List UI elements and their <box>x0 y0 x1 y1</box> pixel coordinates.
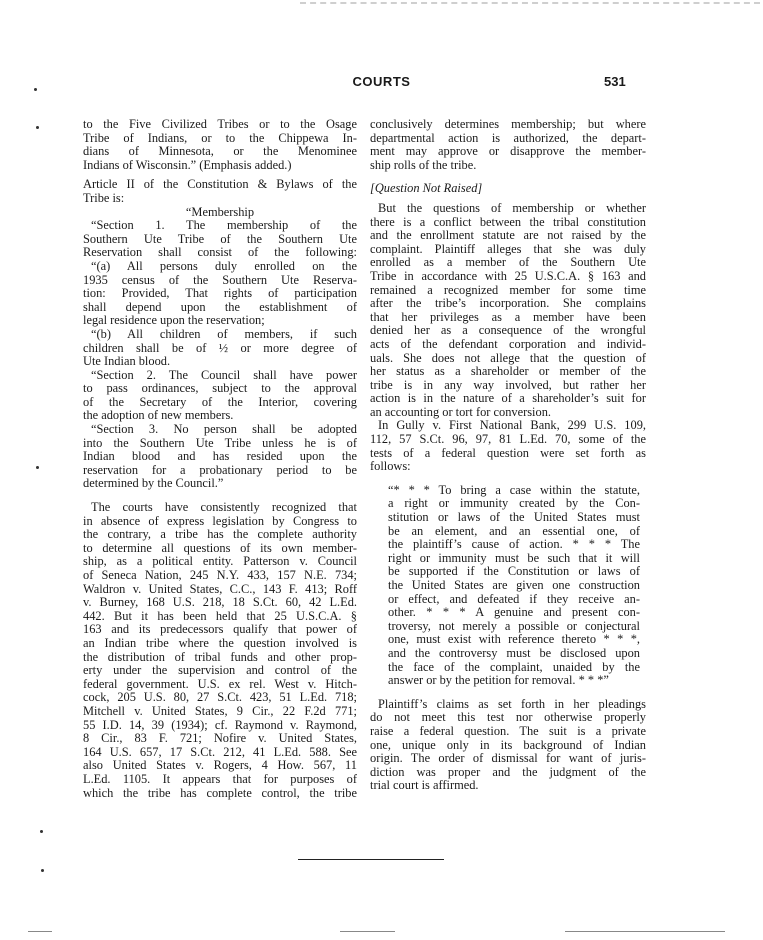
quoted-text-line: right or immunity must be such that it will <box>388 551 640 565</box>
text-line: Ute Indian blood. <box>83 354 171 369</box>
text-line: of the Secretary of the Interior, covering <box>83 395 357 409</box>
text-line: origin. The order of dismissal for want of juris- <box>370 752 646 766</box>
text-line: children shall be of ½ or more degree of <box>83 341 357 355</box>
text-line: L.Ed. 1105. It appears that for purposes of <box>83 772 357 786</box>
text-line: shall depend upon the establishment of <box>83 300 357 314</box>
text-line: “Section 1. The membership of the <box>91 219 357 233</box>
running-header-title: COURTS <box>352 74 411 89</box>
text-line: Southern Ute Tribe of the Southern Ute <box>83 232 357 246</box>
scan-speck <box>36 466 39 469</box>
text-line: do not meet this test nor otherwise properly <box>370 711 646 725</box>
scan-speck <box>36 126 39 129</box>
text-line: in absence of express legislation by Congress to <box>83 514 357 528</box>
text-line: to determine all questions of its own member- <box>83 541 357 555</box>
text-line: In Gully v. First National Bank, 299 U.S. 109, <box>378 419 646 433</box>
paragraph-spacer <box>83 491 357 501</box>
text-line: 163 and its predecessors qualify that power of <box>83 623 357 637</box>
text-line: that her privileges as a member have been <box>370 310 646 324</box>
text-line: the adoption of new members. <box>83 408 234 423</box>
scan-speck <box>40 830 43 833</box>
text-line: Reservation shall consist of the following: <box>83 246 357 260</box>
quoted-text-line: “* * * To bring a case within the statute, <box>388 483 640 497</box>
text-line: follows: <box>370 459 411 474</box>
text-line: “Section 2. The Council shall have power <box>91 368 357 382</box>
text-line: uals. She does not allege that the question of <box>370 351 646 365</box>
text-line: 442. But it has been held that 25 U.S.C.A. § <box>83 609 357 623</box>
text-line: determined by the Council.” <box>83 476 224 491</box>
text-line: Mitchell v. United States, 9 Cir., 22 F.2d 771; <box>83 704 357 718</box>
text-line: Plaintiff’s claims as set forth in her pleadings <box>378 697 646 711</box>
text-line: diction was proper and the judgment of the <box>370 765 646 779</box>
text-line: an accounting or tort for conversion. <box>370 404 551 419</box>
text-line: conclusively determines membership; but where <box>370 118 646 131</box>
text-line: Tribe of Indians, or to the Chippewa In- <box>83 131 357 145</box>
text-line: to pass ordinances, subject to the approval <box>83 382 357 396</box>
quoted-text-line: a right or immunity created by the Con- <box>388 497 640 511</box>
text-line: “Membership <box>185 204 255 219</box>
text-line: erty under the supervision and control of the <box>83 664 357 678</box>
text-line: into the Southern Ute Tribe unless he is of <box>83 436 357 450</box>
text-line: the contrary, a tribe has the complete authority <box>83 528 357 542</box>
quoted-text-line: troversy, not merely a possible or conjectural <box>388 619 640 633</box>
scan-bottom-edge <box>28 931 52 932</box>
text-line: 112, 57 S.Ct. 96, 97, 81 L.Ed. 70, some of the <box>370 433 646 447</box>
text-line: The courts have consistently recognized that <box>91 501 357 515</box>
text-line: Tribe in accordance with 25 U.S.C.A. § 163 and <box>370 269 646 283</box>
scan-top-edge <box>300 2 760 4</box>
text-line: Tribe is: <box>83 190 125 205</box>
text-line: 8 Cir., 83 F. 721; Nofire v. United States, <box>83 732 357 746</box>
quoted-text-line: the face of the complaint, unaided by the <box>388 660 640 674</box>
text-line: Indians of Wisconsin.” (Emphasis added.) <box>83 157 292 172</box>
text-line: “(b) All children of members, if such <box>91 327 357 341</box>
text-line: ment may approve or disapprove the member- <box>370 145 646 159</box>
text-line: one, unique only in its background of Indian <box>370 738 646 752</box>
left-text-column <box>83 118 357 800</box>
text-line: of Seneca Nation, 245 N.Y. 433, 157 N.E. 734; <box>83 569 357 582</box>
scan-speck <box>41 869 44 872</box>
quoted-text-line: stitution or laws of the United States must <box>388 511 640 525</box>
text-line: federal government. U.S. ex rel. West v. Hitch- <box>83 677 357 691</box>
quoted-text-line: other. * * * A genuine and present con- <box>388 606 640 620</box>
text-line: to the Five Civilized Tribes or to the Osage <box>83 118 357 131</box>
quoted-text-line: answer or by the petition for removal. * * *” <box>388 673 609 688</box>
text-line: tribe is in any way involved, but rather her <box>370 378 646 392</box>
quoted-text-line: be an element, and an essential one, of <box>388 524 640 538</box>
text-line: also United States v. Rogers, 4 How. 567, 11 <box>83 759 357 773</box>
page-number: 531 <box>604 74 626 89</box>
paragraph-spacer <box>370 688 646 698</box>
text-line: the distribution of tribal funds and other prop- <box>83 650 357 664</box>
scan-bottom-edge <box>340 931 395 932</box>
quoted-text-line: or effect, and defeated if they receive an- <box>388 592 640 606</box>
text-line: acts of the defendant corporation and individ- <box>370 337 646 351</box>
text-line: enrolled as a member of the Southern Ute <box>370 256 646 270</box>
text-line: tests of a federal question were set forth as <box>370 446 646 460</box>
text-line: remained a recognized member for some time <box>370 283 646 297</box>
text-line: complaint. Plaintiff alleges that she was duly <box>370 242 646 256</box>
end-of-opinion-rule <box>298 859 444 860</box>
text-line: denied her as a consequence of the wrongful <box>370 324 646 338</box>
quoted-text-line: the plaintiff’s cause of action. * * * The <box>388 538 640 552</box>
right-text-column <box>370 118 646 793</box>
text-line: 164 U.S. 657, 17 S.Ct. 212, 41 L.Ed. 588. See <box>83 745 357 759</box>
text-line: v. Burney, 168 U.S. 218, 18 S.Ct. 60, 42 L.Ed. <box>83 596 357 610</box>
text-line: her status as a shareholder or member of the <box>370 365 646 379</box>
text-line: But the questions of membership or whether <box>378 201 646 215</box>
text-line: cock, 205 U.S. 80, 27 S.Ct. 423, 51 L.Ed. 718; <box>83 691 357 705</box>
text-line: which the tribe has complete control, the tribe <box>83 786 357 800</box>
section-heading: [Question Not Raised] <box>370 181 483 196</box>
text-line: 1935 census of the Southern Ute Reserva- <box>83 273 357 287</box>
text-line: action is in the nature of a shareholder’s suit for <box>370 392 646 406</box>
text-line: raise a federal question. The suit is a private <box>370 724 646 738</box>
text-line: and the enrollment statute are not raised by the <box>370 229 646 243</box>
text-line: ship, as a political entity. Patterson v. Council <box>83 555 357 569</box>
quoted-text-line: the United States are given one construction <box>388 579 640 592</box>
text-line: Waldron v. United States, C.C., 143 F. 413; Roff <box>83 582 357 596</box>
text-line: departmental action is authorized, the depart- <box>370 131 646 145</box>
text-line: Article II of the Constitution & Bylaws of the <box>83 178 357 192</box>
quoted-text-line: be supported if the Constitution or laws of <box>388 565 640 579</box>
text-line: an Indian tribe where the question involved is <box>83 636 357 650</box>
text-line: “Section 3. No person shall be adopted <box>91 423 357 437</box>
text-line: ship rolls of the tribe. <box>370 157 477 172</box>
text-line: tion: Provided, That rights of participation <box>83 287 357 301</box>
text-line: “(a) All persons duly enrolled on the <box>91 259 357 273</box>
text-line: 55 I.D. 14, 39 (1934); cf. Raymond v. Raymond, <box>83 718 357 732</box>
text-line: reservation for a probationary period to be <box>83 463 357 477</box>
text-line: legal residence upon the reservation; <box>83 313 265 328</box>
text-line: after the tribe’s incorporation. She complains <box>370 297 646 311</box>
scan-bottom-edge <box>565 931 725 932</box>
text-line: there is a conflict between the tribal constitution <box>370 215 646 229</box>
quoted-text-line: one, must exist with reference thereto * * *, <box>388 633 640 647</box>
text-line: trial court is affirmed. <box>370 778 479 793</box>
quoted-text-line: and the controversy must be disclosed upon <box>388 646 640 660</box>
text-line: Indian blood and has resided upon the <box>83 450 357 464</box>
text-line: dians of Minnesota, or the Menominee <box>83 145 357 159</box>
paragraph-spacer <box>370 474 646 484</box>
